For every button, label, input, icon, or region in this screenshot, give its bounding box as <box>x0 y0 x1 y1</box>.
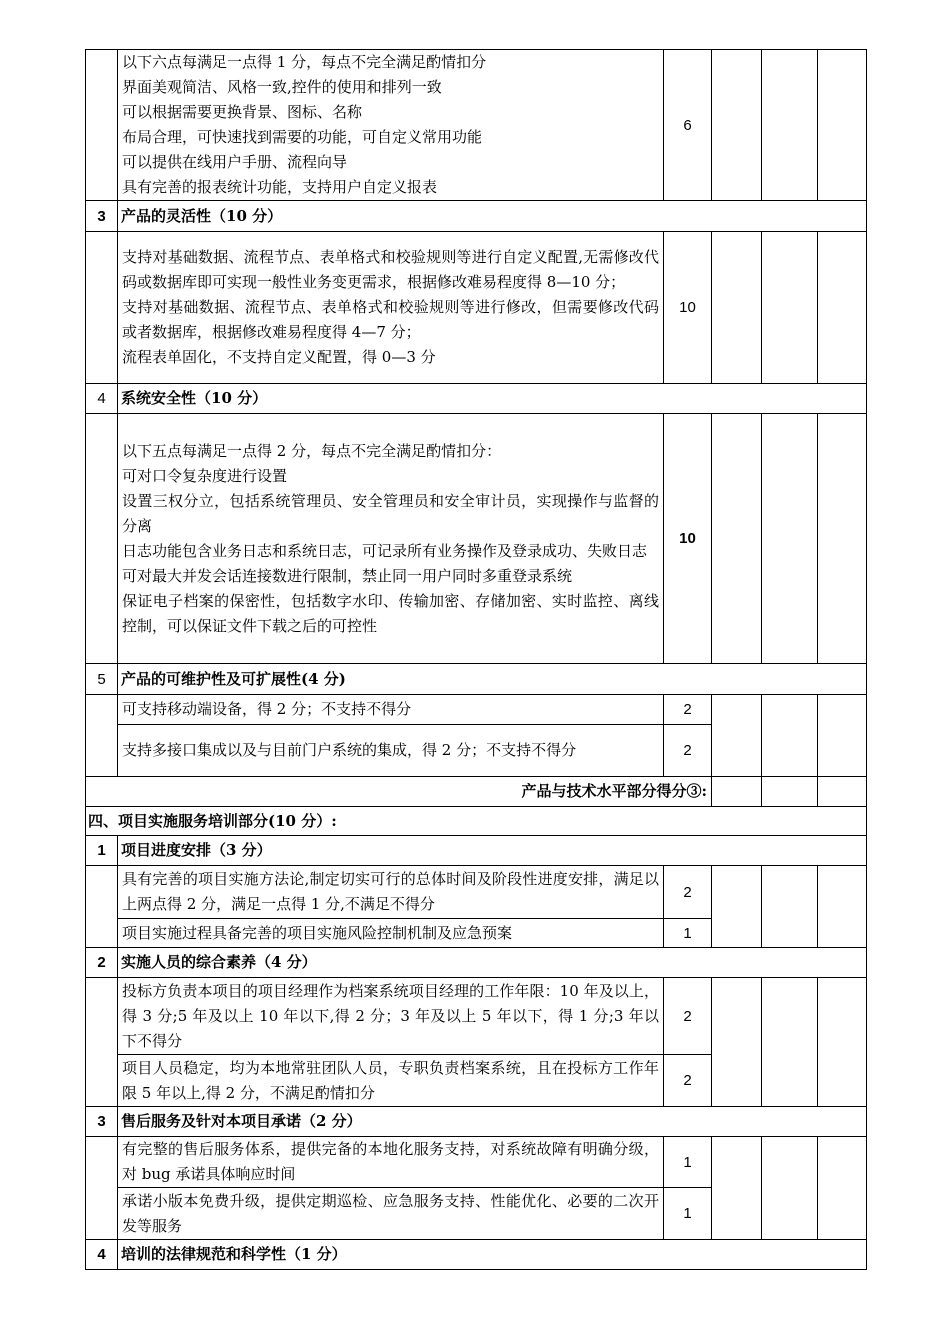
criteria-row <box>86 414 867 664</box>
section-title: 系统安全性（10 分） <box>118 384 867 414</box>
score-cell <box>762 414 818 664</box>
criteria-text: 项目实施过程具备完善的项目实施风险控制机制及应急预案 <box>118 919 664 948</box>
section-title: 产品的可维护性及可扩展性(4 分) <box>118 664 867 695</box>
max-score: 2 <box>664 695 712 725</box>
max-score: 2 <box>664 978 712 1055</box>
criteria-row <box>86 695 867 725</box>
score-cell <box>762 232 818 384</box>
criteria-row <box>86 866 867 919</box>
section-title: 实施人员的综合素养（4 分） <box>118 948 867 978</box>
section-title: 项目进度安排（3 分） <box>118 836 867 866</box>
criteria-text: 支持对基础数据、流程节点、表单格式和校验规则等进行自定义配置,无需修改代码或数据库即可实现一般性业务变更需求，根据修改难易程度得 8—10 分； 支持对基础数据、流程节点、表单格式和校验规则等进行修改，但需要修改代码或者数据库，根据修改难易程度得 4—7 分； 流程表单固化，不支持自定义配置，得 0—3 分 <box>118 232 664 384</box>
section-row <box>86 201 867 232</box>
part-header-row <box>86 807 867 836</box>
criteria-text: 以下六点每满足一点得 1 分，每点不完全满足酌情扣分 界面美观简洁、风格一致,控件的使用和排列一致 可以根据需要更换背景、图标、名称 布局合理，可快速找到需要的功能，可自定义常用功能 可以提供在线用户手册、流程向导 具有完善的报表统计功能，支持用户自定义报表 <box>118 50 664 201</box>
score-cell <box>762 777 818 807</box>
criteria-text: 可支持移动端设备，得 2 分；不支持不得分 <box>118 695 664 725</box>
section-title: 售后服务及针对本项目承诺（2 分） <box>118 1107 867 1137</box>
section-number: 2 <box>86 948 118 978</box>
section-number: 3 <box>86 201 118 232</box>
max-score: 2 <box>664 725 712 777</box>
section-title: 培训的法律规范和科学性（1 分） <box>118 1240 867 1270</box>
section-number: 1 <box>86 836 118 866</box>
max-score: 2 <box>664 866 712 919</box>
score-cell <box>762 50 818 201</box>
score-cell <box>712 1137 762 1240</box>
max-score: 2 <box>664 1055 712 1107</box>
criteria-text: 以下五点每满足一点得 2 分，每点不完全满足酌情扣分： 可对口令复杂度进行设置 设置三权分立，包括系统管理员、安全管理员和安全审计员，实现操作与监督的分离 日志功能包含业务日志和系统日志，可记录所有业务操作及登录成功、失败日志 可对最大并发会话连接数进行限制，禁止同一用户同时多重登录系统 保证电子档案的保密性，包括数字水印、传输加密、存储加密、实时监控、离线控制，可以保证文件下载之后的可控性 <box>118 414 664 664</box>
score-cell <box>762 1137 818 1240</box>
section-row <box>86 1107 867 1137</box>
criteria-text: 承诺小版本免费升级，提供定期巡检、应急服务支持、性能优化、必要的二次开发等服务 <box>118 1188 664 1240</box>
score-cell <box>712 232 762 384</box>
score-cell <box>818 777 867 807</box>
score-cell <box>762 695 818 777</box>
criteria-row <box>86 1137 867 1188</box>
score-cell <box>818 50 867 201</box>
criteria-text: 项目人员稳定，均为本地常驻团队人员，专职负责档案系统，且在投标方工作年限 5 年以上,得 2 分，不满足酌情扣分 <box>118 1055 664 1107</box>
score-cell <box>818 695 867 777</box>
criteria-text: 支持多接口集成以及与目前门户系统的集成，得 2 分；不支持不得分 <box>118 725 664 777</box>
section-row <box>86 384 867 414</box>
criteria-row <box>86 978 867 1055</box>
section-number: 4 <box>86 384 118 414</box>
max-score: 1 <box>664 919 712 948</box>
score-cell <box>818 232 867 384</box>
score-cell <box>818 978 867 1107</box>
score-cell <box>762 866 818 948</box>
score-cell <box>712 777 762 807</box>
section-row <box>86 948 867 978</box>
max-score: 1 <box>664 1188 712 1240</box>
score-cell <box>712 50 762 201</box>
section-number: 5 <box>86 664 118 695</box>
score-cell <box>818 414 867 664</box>
scoring-table <box>85 49 867 1270</box>
criteria-text: 具有完善的项目实施方法论,制定切实可行的总体时间及阶段性进度安排，满足以上两点得 2 分，满足一点得 1 分,不满足不得分 <box>118 866 664 919</box>
section-row <box>86 836 867 866</box>
score-cell <box>712 866 762 948</box>
subtotal-label: 产品与技术水平部分得分③: <box>86 777 712 807</box>
score-cell <box>762 978 818 1107</box>
max-score: 6 <box>664 50 712 201</box>
section-row <box>86 1240 867 1270</box>
section-number: 3 <box>86 1107 118 1137</box>
score-cell <box>818 866 867 948</box>
max-score: 10 <box>664 414 712 664</box>
max-score: 10 <box>664 232 712 384</box>
score-cell <box>712 414 762 664</box>
criteria-text: 投标方负责本项目的项目经理作为档案系统项目经理的工作年限：10 年及以上，得 3 分;5 年及以上 10 年以下,得 2 分；3 年及以上 5 年以下，得 1 分;3 年以下不得分 <box>118 978 664 1055</box>
score-cell <box>712 978 762 1107</box>
criteria-text: 有完整的售后服务体系，提供完备的本地化服务支持，对系统故障有明确分级，对 bug 承诺具体响应时间 <box>118 1137 664 1188</box>
section-row <box>86 664 867 695</box>
section-number: 4 <box>86 1240 118 1270</box>
part-title: 四、项目实施服务培训部分(10 分）: <box>86 807 867 836</box>
criteria-row <box>86 232 867 384</box>
criteria-row <box>86 50 867 201</box>
score-cell <box>712 695 762 777</box>
subtotal-row <box>86 777 867 807</box>
max-score: 1 <box>664 1137 712 1188</box>
score-cell <box>818 1137 867 1240</box>
section-title: 产品的灵活性（10 分） <box>118 201 867 232</box>
